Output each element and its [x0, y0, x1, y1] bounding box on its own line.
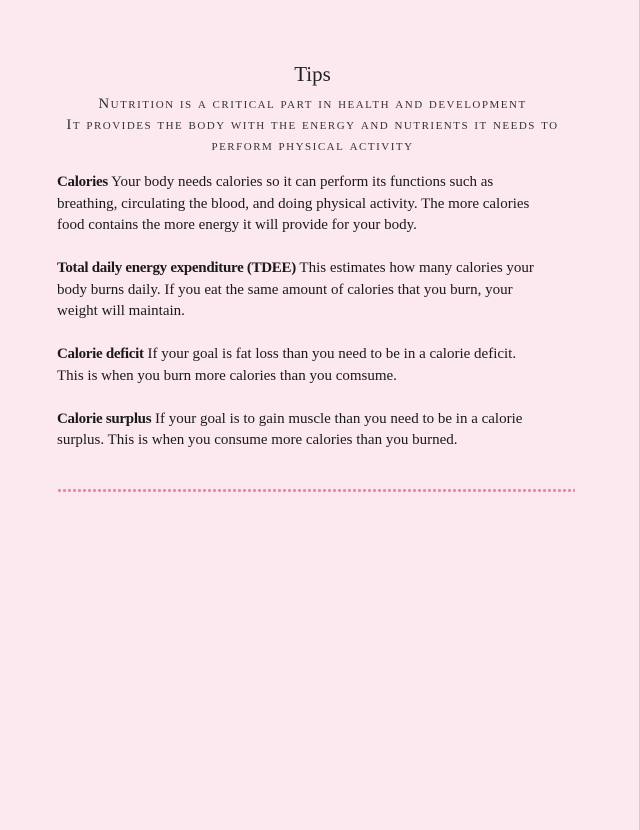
- page-subtitle: [40, 94, 585, 157]
- subtitle-line: Nutrition is a critical part in health and development: [98, 96, 527, 112]
- tip-term: Calories: [57, 174, 108, 190]
- tip-calories: [57, 172, 577, 237]
- tips-sections: [57, 172, 577, 473]
- tip-text: This estimates how many calories your body burns daily. If you eat the same amount of calories that you burn, your weight will maintain.: [57, 260, 534, 319]
- tip-term: Total daily energy expenditure (TDEE): [57, 260, 296, 276]
- tip-tdee: [57, 258, 577, 323]
- tip-text: If your goal is fat loss than you need to be in a calorie deficit. This is when you burn more calories than you comsume.: [57, 346, 517, 384]
- tip-term: Calorie deficit: [57, 346, 144, 362]
- subtitle-line: It provides the body with the energy and nutrients it needs to: [66, 117, 559, 133]
- tip-term: Calorie surplus: [57, 410, 152, 427]
- tip-calorie-deficit: [57, 344, 577, 387]
- tip-text: If your goal is to gain muscle than you need to be in a calorie surplus. This is when you consume more calories than you burned.: [57, 410, 523, 448]
- dotted-divider: [57, 488, 575, 493]
- subtitle-line: perform physical activity: [211, 138, 414, 154]
- page-title: Tips: [294, 62, 331, 86]
- tip-text: Your body needs calories so it can perform its functions such as breathing, circulating the blood, and doing physical activity. The more calories food contains the more energy it will provide for your body.: [57, 174, 530, 233]
- tip-calorie-surplus: [57, 409, 577, 452]
